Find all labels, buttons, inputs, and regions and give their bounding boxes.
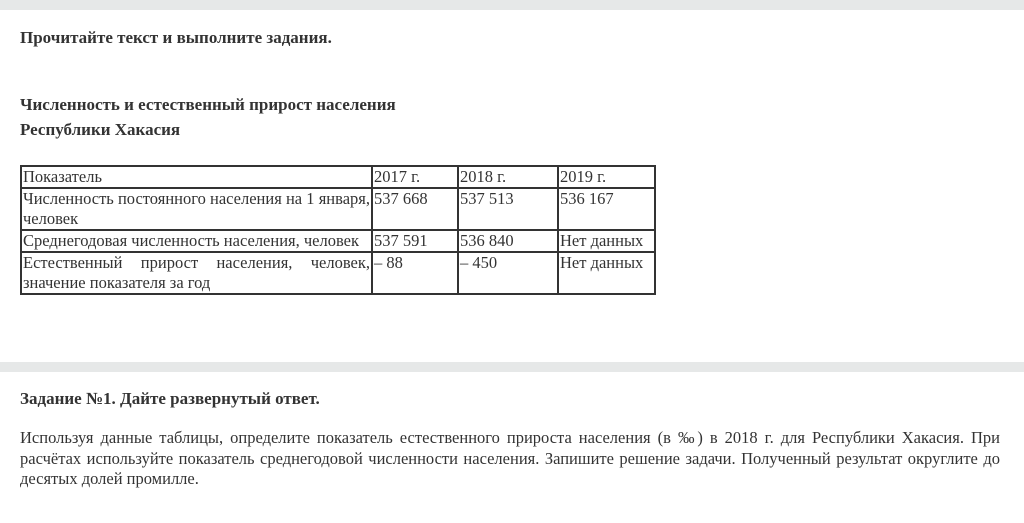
title-line-2: Республики Хакасия bbox=[20, 120, 181, 139]
table-row bbox=[21, 188, 655, 230]
header-indicator: Показатель bbox=[21, 166, 372, 188]
section-divider bbox=[0, 362, 1024, 372]
header-2017: 2017 г. bbox=[372, 166, 458, 188]
task-text: Используя данные таблицы, определите показатель естественного прироста населения (в ‰) в 2018 г. для Республики Хакасия. При расчётах используйте показатель среднегодовой численности населения. Запишите решение задачи. Полученный результат округлите до десятых долей промилле. bbox=[20, 428, 1000, 488]
table-header-row bbox=[21, 166, 655, 188]
header-2019: 2019 г. bbox=[558, 166, 655, 188]
document-title bbox=[20, 92, 396, 142]
top-separator bbox=[0, 0, 1024, 10]
table-cell: 537 591 bbox=[372, 230, 458, 252]
row-indicator: Естественный прирост населения, человек, значение показателя за год bbox=[23, 253, 370, 292]
population-table bbox=[20, 165, 656, 295]
instruction-text: Прочитайте текст и выполните задания. bbox=[20, 28, 332, 47]
row-indicator: Численность постоянного населения на 1 января, человек bbox=[23, 189, 370, 228]
table-cell: 537 513 bbox=[458, 188, 558, 230]
table-cell: Нет данных bbox=[558, 230, 655, 252]
row-indicator: Среднегодовая численность населения, человек bbox=[21, 230, 372, 252]
header-2018: 2018 г. bbox=[458, 166, 558, 188]
table-cell: – 450 bbox=[458, 252, 558, 294]
table-row bbox=[21, 252, 655, 294]
table-cell: – 88 bbox=[372, 252, 458, 294]
table-cell: 536 167 bbox=[558, 188, 655, 230]
title-line-1: Численность и естественный прирост населения bbox=[20, 95, 396, 114]
table-cell: 536 840 bbox=[458, 230, 558, 252]
table-cell: 537 668 bbox=[372, 188, 458, 230]
task-title: Задание №1. Дайте развернутый ответ. bbox=[20, 389, 320, 408]
table-row bbox=[21, 230, 655, 252]
table-cell: Нет данных bbox=[558, 252, 655, 294]
